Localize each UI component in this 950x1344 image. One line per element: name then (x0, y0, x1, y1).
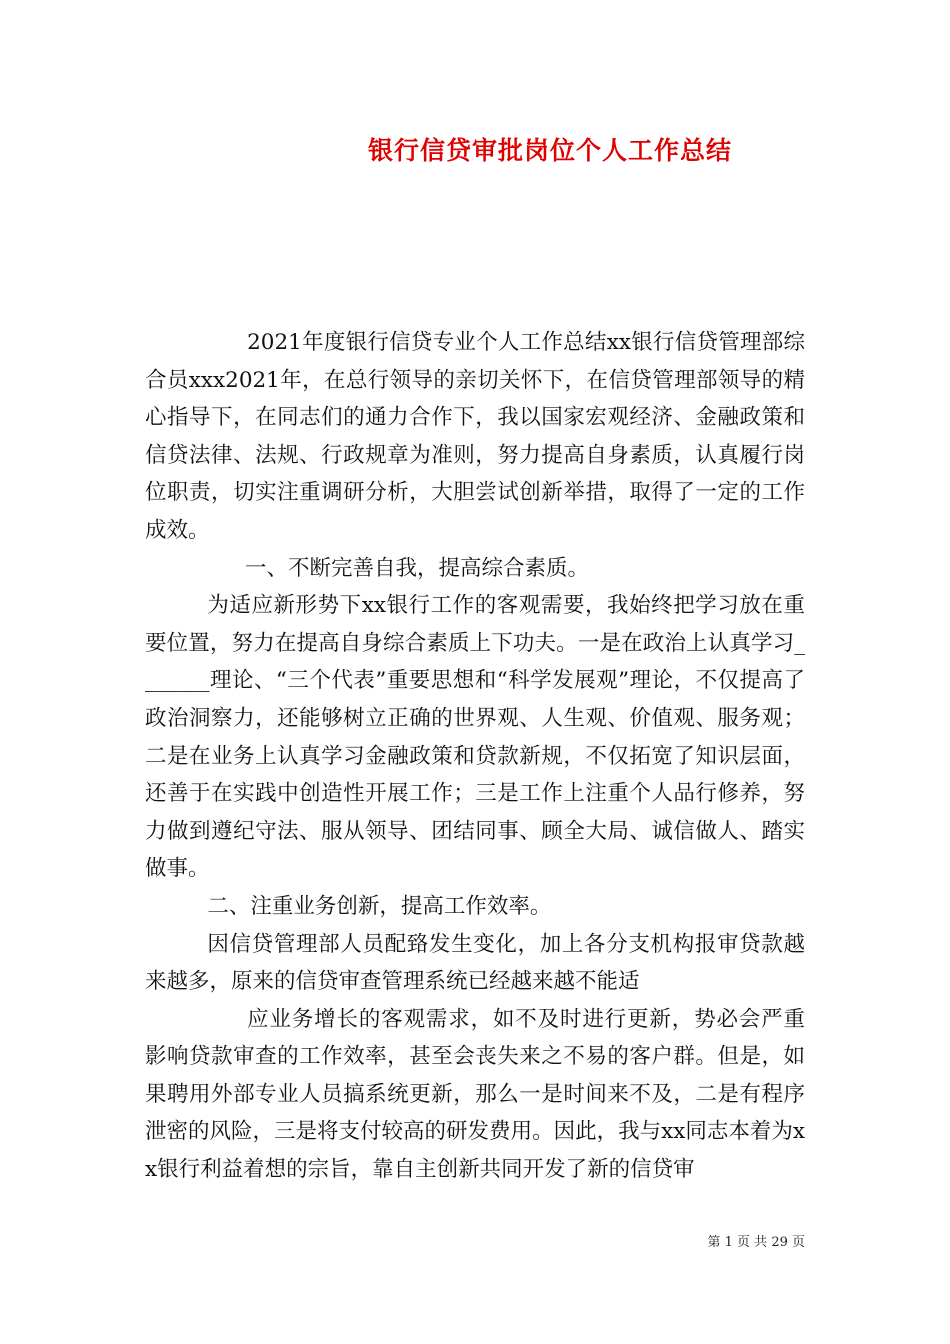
document-title: 银行信贷审批岗位个人工作总结 (367, 136, 732, 165)
page-number: 第 1 页 共 29 页 (707, 1235, 805, 1250)
paragraph-section-1: 为适应新形势下xx银行工作的客观需要，我始终把学习放在重要位置，努力在提高自身综合素质上下功夫。一是在政治上认真学习_______理论、“三个代表”重要思想和“科学发展观”理论，不仅提高了政治洞察力，还能够树立正确的世界观、人生观、价值观、服务观；二是在业务上认真学习金融政策和贷款新规，不仅拓宽了知识层面，还善于在实践中创造性开展工作；三是工作上注重个人品行修养，努力做到遵纪守法、服从领导、团结同事、顾全大局、诚信做人、踏实做事。 (145, 593, 805, 882)
paragraph-intro: 2021年度银行信贷专业个人工作总结xx银行信贷管理部综合员xxx2021年，在总行领导的亲切关怀下，在信贷管理部领导的精心指导下，在同志们的通力合作下，我以国家宏观经济、金融政策和信贷法律、法规、行政规章为准则，努力提高自身素质，认真履行岗位职责，切实注重调研分析，大胆尝试创新举措，取得了一定的工作成效。 (145, 330, 805, 543)
paragraph-section-2b: 应业务增长的客观需求，如不及时进行更新，势必会严重影响贷款审查的工作效率，甚至会丧失来之不易的客户群。但是，如果聘用外部专业人员搞系统更新，那么一是时间来不及，二是有程序泄密的风险，三是将支付较高的研发费用。因此，我与xx同志本着为xx银行利益着想的宗旨，靠自主创新共同开发了新的信贷审 (145, 1006, 805, 1183)
section-heading-2: 二、注重业务创新，提高工作效率。 (207, 893, 552, 919)
section-heading-1: 一、不断完善自我，提高综合素质。 (244, 555, 589, 581)
document-body (145, 324, 805, 1189)
paragraph-section-2a: 因信贷管理部人员配臵发生变化，加上各分支机构报审贷款越来越多，原来的信贷审查管理系统已经越来越不能适 (145, 931, 805, 995)
